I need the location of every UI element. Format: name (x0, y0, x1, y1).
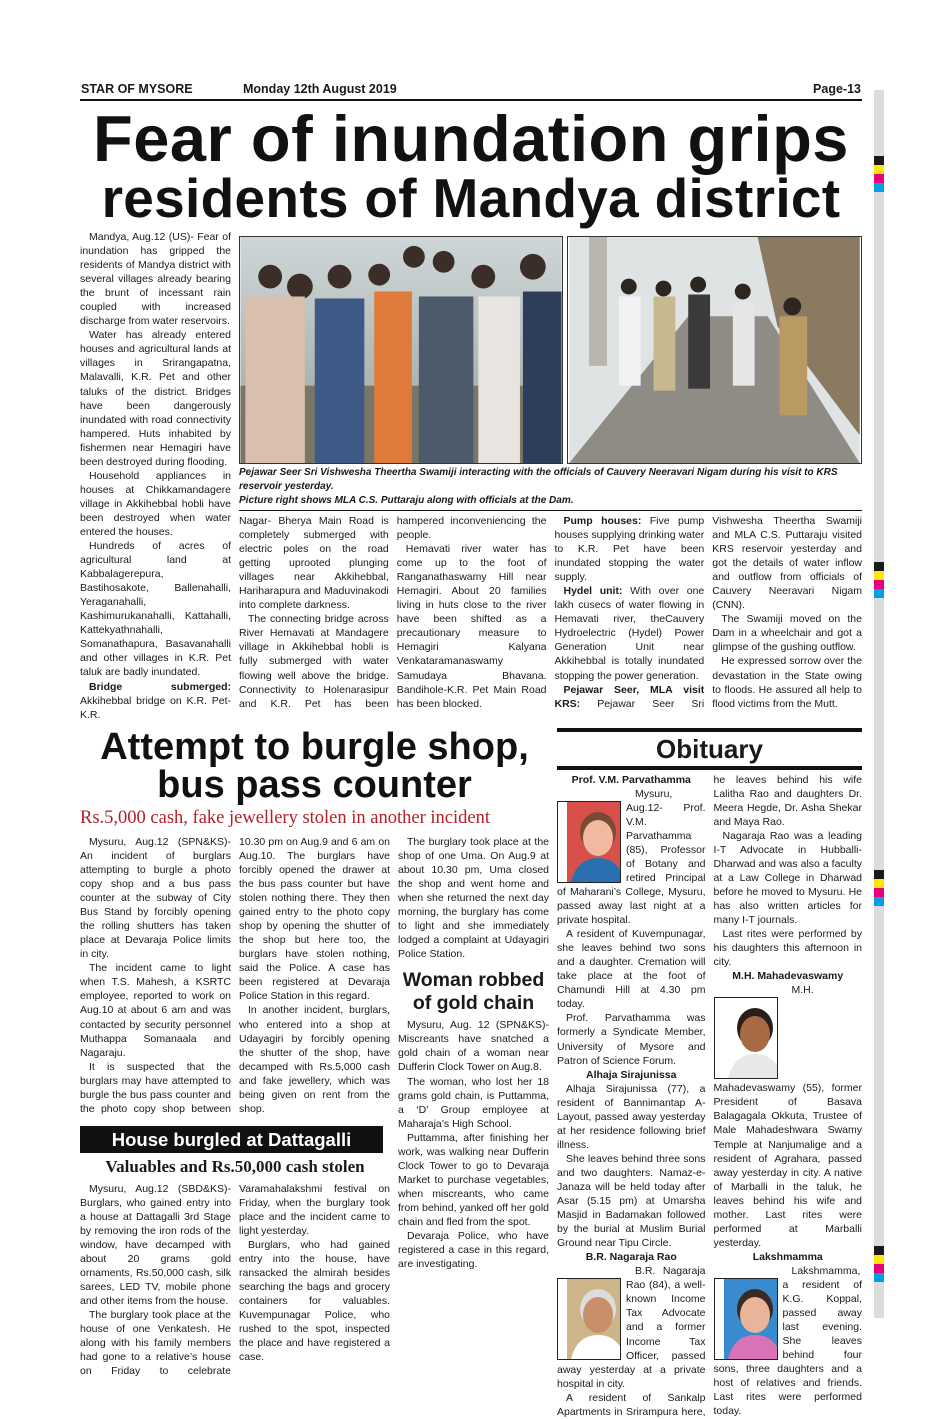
caption-line-1: Pejawar Seer Sri Vishwesha Theertha Swamiji interacting with the officials of Cauvery Neeravari Nigam during his visit to KRS reservoir yesterday. (239, 467, 838, 492)
paragraph-text: Puttamma, after finishing her work, was walking near Dufferin Clock Tower to go to Devaraja Market to purchase vegetables, when miscreants, who came from behind, yanked off her gold chain and fled from the spot. (398, 1131, 549, 1228)
registration-color-block (874, 1255, 884, 1264)
paragraph (555, 514, 705, 584)
paragraph (557, 1264, 706, 1390)
newspaper-name: STAR OF MYSORE (81, 82, 193, 96)
paragraph (714, 983, 863, 1250)
registration-color-block (874, 870, 884, 879)
left-story-third-column (398, 835, 549, 1379)
paragraph (398, 1018, 549, 1074)
obituary-name: Prof. V.M. Parvathamma (571, 773, 691, 786)
left-story-main-columns (80, 835, 390, 1379)
paragraph-text: Last rites were performed by his daughters this afternoon in city. (713, 928, 862, 969)
paragraph-text: Devaraja Police, who have registered a case in this regard, are investigating. (398, 1230, 549, 1271)
paragraph (80, 961, 231, 1059)
burgle-headline-line1: Attempt to burgle shop, (100, 725, 529, 768)
paragraph-text: She leaves behind three sons and two daughters. Namaz-e-Janaza will be held today after Asar (5.15 pm) at Umarsha Masjid in Badamakan followed by the burial at Muslim Burial Ground near Tipu Circle. (557, 1152, 706, 1250)
lower-section (80, 725, 862, 1419)
paragraph-text: Household appliances in houses at Chikkamandagere village in Akkihebbal hobli have been destroyed when water entered the houses. (80, 469, 231, 538)
woman-headline (398, 969, 549, 1015)
paragraph-text: Mysuru, Aug.12 (SPN&KS)- An incident of burglars attempting to burgle a photo copy shop and a bus pass counter at the subway of City Bus Stand by forcibly opening the rolling shutters has taken place at Devaraja Police limits in city. (80, 835, 231, 961)
newspaper-page (80, 80, 862, 1419)
registration-color-block (874, 897, 884, 906)
registration-color-block (874, 1273, 884, 1282)
paragraph-text: The woman, who lost her 18 grams gold chain, is Puttamma, a ‘D’ Group employee at Maharaja’s High School. (398, 1075, 549, 1130)
paragraph-text: The connecting bridge across River Hemavati at Mandagere village in Akkihebbal hobli is fully submerged with water flowing well above the bridge. Connectivity to Holenarasipur and K.R. Pet has been hampered inconveniencing the people. (239, 515, 547, 710)
paragraph (239, 1003, 390, 1115)
paragraph-text: Water has already entered houses and agricultural lands at villages in Srirangapatna, Malavalli, K.R. Pet and other taluks of the district. Bridges have been dangerously inundated with road connectivity hampered. Huts inhabited by fishermen near Hemagiri have been destroyed during flooding. (80, 329, 231, 468)
paragraph (557, 1011, 706, 1067)
registration-color-block (874, 1264, 884, 1273)
paragraph-text: The Swamiji moved on the Dam in a wheelchair and got a glimpse of the gushing outflow. (712, 613, 862, 654)
caption-line-2: Picture right shows MLA C.S. Puttaraju along with officials at the Dam. (239, 495, 574, 506)
paragraph-lead-in: Hydel unit: (563, 585, 623, 598)
paragraph-text: Hundreds of acres of agricultural land at Kabbalagerepura, Bastihosakote, Ballenahalli, Yeraganahalli, Kashimurukanahalli, Kattahalli, Kattekyathnahalli, Somanathapura, Basavanahalli and other villages in K.R. Pet taluk are badly inundated. (80, 540, 231, 679)
paragraph (557, 787, 706, 927)
paragraph (555, 584, 705, 682)
paragraph (398, 1131, 549, 1229)
paragraph (239, 1238, 390, 1364)
registration-color-block (874, 589, 884, 598)
paragraph (557, 1152, 706, 1250)
photo-row (239, 236, 862, 464)
obituary-bottom-rule (557, 766, 862, 770)
obituary-entry (714, 969, 863, 1250)
lead-article-right (239, 230, 862, 722)
burgle-headline-line2: bus pass counter (157, 763, 472, 806)
paragraph-text: Hemavati river water has come up to the foot of Ranganathaswamy Hill near Hemagiri. About 20 families living in huts close to the river have been shifted as a precautionary measure to Hemagiri Kalyana Venkataramanaswamy Samudaya Bhavana. Bandihole-K.R. Pet Main Road has been blocked. (396, 543, 547, 710)
paragraph-text: Pejawar Seer Sri Vishwesha Theertha Swamiji and MLA C.S. Puttaraju visited KRS reservoir yesterday and got the details of water inflow and outflow from officials of Cauvery Neeravari Nigam (CNN). (580, 515, 862, 710)
registration-color-block (874, 580, 884, 589)
paragraph-text: Akkihebbal bridge on K.R. Pet-K.R. (80, 694, 231, 721)
paragraph-text: The incident came to light when T.S. Mahesh, a KSRTC employee, reported to work on Aug.10 at about 6 am and was contacted by security personnel Muthappa Somanaala and Nagaraju. (80, 962, 231, 1059)
house-burgled-banner: House burgled at Dattagalli (80, 1126, 383, 1153)
paragraph-text: With over one lakh cusecs of water flowing in Hemavati river, theCauvery Hydroelectric (Hydel) Power Generation Unit near Akkihebbal is totally inundated stopping the power generation. (554, 585, 705, 682)
woman-article (398, 1018, 549, 1271)
obituary-name: B.R. Nagaraja Rao (585, 1251, 677, 1264)
obituary-columns (557, 773, 862, 1419)
paragraph-lead-in: Pump houses: (563, 515, 642, 527)
paragraph-text: He expressed sorrow over the devastation in the State owing to floods. He assured all help to flood victims from the Mutt. (712, 655, 862, 710)
paragraph (80, 539, 231, 679)
registration-color-block (874, 562, 884, 571)
obituary-entry (557, 773, 706, 1068)
paragraph-text: Burglars, who had gained entry into the house, have ransacked the almirah besides searching the bags and grocery containers for valuables. Kuvempunagar Police, who rushed to the spot, inspected the place and have registered a case. (239, 1239, 390, 1364)
lead-headline-line1: Fear of inundation grips (93, 102, 849, 175)
paragraph-lead-in: Bridge submerged: (89, 680, 231, 693)
paragraph (397, 542, 547, 711)
paragraph-text: Lakshmamma, a resident of K.G. Koppal, passed away last evening. She leaves behind four sons, three daughters and a host of relatives and friends. Last rites were performed today. (713, 1264, 862, 1418)
registration-color-block (874, 879, 884, 888)
masthead-strip (80, 80, 862, 101)
paragraph-text: In another incident, burglars, who entered into a shop at Udayagiri by forcibly opening the shutter of the shop, have decamped with Rs.5,000 cash and fake jewellery, which was being given on rent from the shop. (239, 1004, 390, 1115)
lead-headline-line2: residents of Mandya district (101, 167, 841, 229)
obituary-name: Alhaja Sirajunissa (586, 1068, 677, 1081)
paragraph-text: B.R. Nagaraja Rao (84), a well-known Income Tax Advocate and a former Income Tax Officer, passed away yesterday at a private hospital in city. (557, 1265, 706, 1390)
registration-color-block (874, 1246, 884, 1255)
paragraph-text: Nagar- Bherya Main Road is completely submerged with electric poles on the road getting uprooted plunging villages near Akkihebbal, Hariharapura and Maduvinakodi into complete darkness. (239, 515, 389, 612)
paragraph-text: A resident of Kuvempunagar, she leaves behind two sons and a daughter. Cremation will take place at the foot of Chamundi Hill at 4.30 pm today. (557, 928, 706, 1011)
paragraph-text: Nagaraja Rao was a leading I-T Advocate in Hubballi-Dharwad and was also a faculty at a Law College in Dharwad before he moved to Mysuru. He has also written articles for many I-T journals. (713, 829, 862, 927)
obituary-entry (557, 1068, 706, 1251)
paragraph-text: Mysuru, Aug. 12 (SPN&KS)- Miscreants have snatched a gold chain of a woman near Dufferin Clock Tower on Aug.8. (398, 1019, 549, 1074)
paragraph (714, 927, 863, 969)
paragraph-text: The burglary took place at the shop of one Uma. On Aug.9 at about 10.30 pm, Uma closed the shop and went home and when she returned the next day morning, the burglary has come to light and she immediately lodged a complaint at Udayagiri Police Station. (398, 835, 549, 961)
issue-date: Monday 12th August 2019 (243, 82, 397, 96)
paragraph (398, 1229, 549, 1271)
registration-color-block (874, 183, 884, 192)
paragraph-text: The burglary took place at the house of one Venkatesh. He along with his family members had gone to a relative’s house on Friday to celebrate Varamahalakshmi festival on Friday, when the burglary took place and the incident came to light yesterday. (80, 1182, 390, 1378)
obituary-section (557, 728, 862, 1419)
photo-caption (239, 466, 862, 511)
photo-mla-at-dam (567, 236, 862, 464)
obituary-portrait-photo (557, 1278, 621, 1360)
obituary-portrait-photo (714, 997, 778, 1079)
registration-strip (874, 90, 884, 1318)
paragraph (80, 835, 231, 961)
photo-swamiji-with-officials (239, 236, 563, 464)
paragraph (80, 328, 231, 468)
paragraph (80, 1182, 231, 1308)
paragraph (398, 835, 549, 961)
paragraph (557, 1082, 706, 1152)
obituary-entry (714, 1250, 863, 1419)
paragraph-text: Five pump houses supplying drinking water to K.R. Pet have been inundated stopping the water supply. (554, 515, 705, 584)
paragraph-text: Alhaja Sirajunissa (77), a resident of Bannimantap A-Layout, passed away yesterday at her residence following brief illness. (557, 1082, 706, 1151)
woman-headline-line2: of gold chain (412, 992, 535, 1015)
paragraph (714, 829, 863, 927)
paragraph (712, 654, 862, 710)
paragraph-lead-in: Pejawar Seer, MLA visit KRS: (554, 683, 705, 710)
left-story-grid (80, 835, 549, 1379)
left-stories (80, 725, 549, 1419)
paragraph (80, 230, 231, 328)
house-subhead: Valuables and Rs.50,000 cash stolen (105, 1156, 365, 1176)
obituary-portrait-photo (714, 1278, 778, 1360)
burgle-subhead: Rs.5,000 cash, fake jewellery stolen in another incident (80, 807, 490, 828)
lead-article-column1 (80, 230, 231, 722)
registration-color-block (874, 571, 884, 580)
paragraph (80, 469, 231, 539)
obituary-portrait-photo (557, 801, 621, 883)
obituary-name: M.H. Mahadevaswamy (732, 970, 844, 983)
paragraph (712, 612, 862, 654)
paragraph-text: Mandya, Aug.12 (US)- Fear of inundation has gripped the residents of Mandya district with several villages already bearing the brunt of incessant rain coupled with increased discharge from water reservoirs. (80, 231, 231, 328)
paragraph (80, 680, 231, 722)
paragraph-text: It is suspected that the burglars may have attempted to burgle the bus pass counter and the photo copy shop between 10.30 pm on Aug.9 and 6 am on Aug.10. The burglars have forcibly opened the drawer at the bus pass counter but have stolen nothing there. They then gained entry to the photo copy shop by opening the shutter of the shop but here too, the burglars have stolen nothing, said the Police. A case has been registered at Devaraja Police Station in this regard. (80, 835, 390, 1115)
paragraph (239, 514, 389, 612)
registration-color-block (874, 156, 884, 165)
burgle-article-columns (80, 835, 390, 1116)
lead-article-columns (239, 514, 862, 711)
burgle-article-continued (398, 835, 549, 961)
paragraph-text: Mysuru, Aug.12 (SBD&KS)- Burglars, who gained entry into a house at Dattagalli 3rd Stage by removing the iron rods of the window, have decamped with about 20 grams gold ornaments, Rs.50,000 cash, silk sarees, LED TV, mobile phone and other items from the house. (80, 1182, 231, 1308)
paragraph (557, 927, 706, 1011)
paragraph-text: Mysuru, Aug.12- Prof. V.M. Parvathamma (85), Professor of Botany and retired Principal of Maharani’s College, Mysuru, passed away last night at a private hospital. (557, 787, 706, 927)
paragraph-text: A resident of Sankalp Apartments in Srirampura here, he leaves behind his wife Lalitha Rao and daughters Dr. Meera Hegde, Dr. Asha Shekar and Maya Rao. (557, 773, 862, 1418)
paragraph-text: M.H. Mahadevaswamy (55), former President of Basava Balagagala Okkuta, Trustee of Male Mahadeshwara Swamy Temple at Nanjumalige and a resident of Agrahara, passed away yesterday in city. A native of Marballi in the taluk, he leaves behind his wife and mother. Last rites were performed at Marballi yesterday. (713, 984, 862, 1249)
page-number: Page-13 (813, 82, 861, 96)
house-article-columns (80, 1182, 390, 1379)
lead-article (80, 230, 862, 722)
paragraph (714, 1264, 863, 1419)
paragraph (398, 1075, 549, 1131)
registration-color-block (874, 888, 884, 897)
registration-color-block (874, 165, 884, 174)
woman-headline-line1: Woman robbed (402, 969, 545, 992)
paragraph-text: Prof. Parvathamma was formerly a Syndicate Member, University of Mysore and Patron of Science Forum. (557, 1012, 706, 1067)
obituary-name: Lakshmamma (752, 1250, 823, 1263)
registration-color-block (874, 174, 884, 183)
obituary-title: Obituary (656, 733, 763, 764)
